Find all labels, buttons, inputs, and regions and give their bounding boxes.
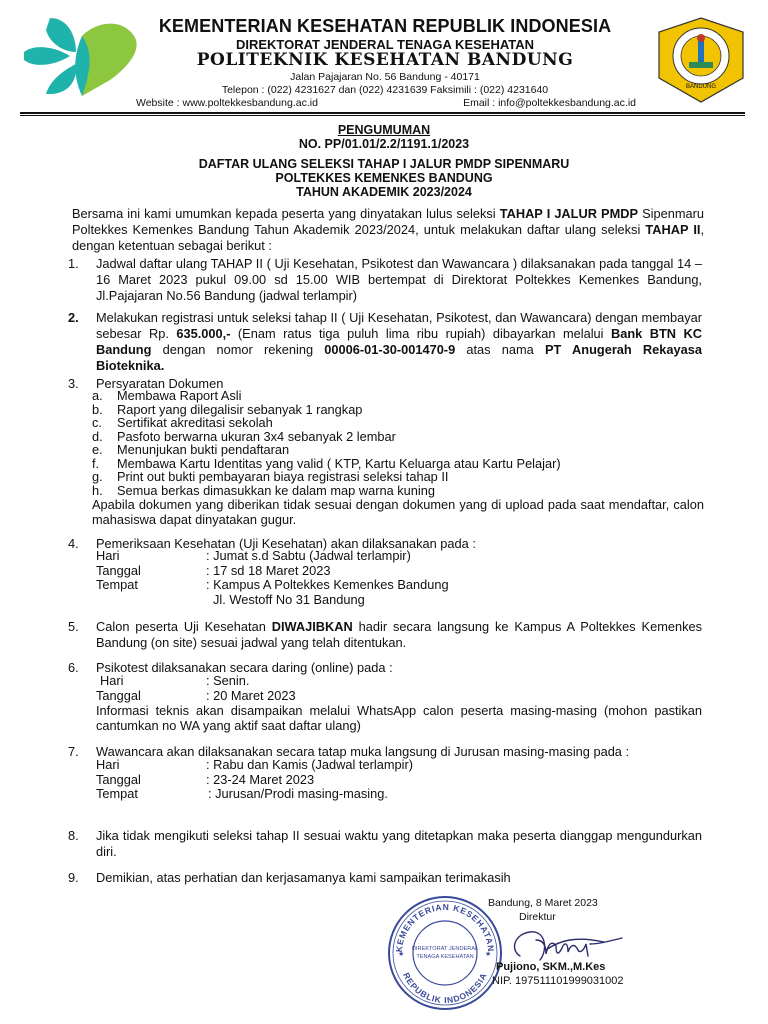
item-number: 6. — [68, 660, 79, 675]
document-list-text: Raport yang dilegalisir sebanyak 1 rangkap — [117, 401, 363, 417]
item-number: 8. — [68, 828, 79, 843]
document-list-text: Membawa Kartu Identitas yang valid ( KTP, Kartu Keluarga atau Kartu Pelajar) — [117, 455, 561, 471]
email-link[interactable]: Email : info@poltekkesbandung.ac.id — [463, 97, 636, 109]
item-9-text: Demikian, atas perhatian dan kerjasamanya kami sampaikan terimakasih — [96, 870, 511, 885]
announcement-title-3: TAHUN AKADEMIK 2023/2024 — [296, 185, 472, 199]
institution-name: POLITEKNIK KESEHATAN BANDUNG — [196, 50, 574, 70]
announcement-title-2: POLTEKKES KEMENKES BANDUNG — [275, 171, 493, 185]
item-number: 2. — [68, 310, 79, 325]
address: Jalan Pajajaran No. 56 Bandung - 40171 — [290, 71, 480, 83]
document-list-text: Membawa Raport Asli — [117, 388, 242, 403]
item-4-text: Pemeriksaan Kesehatan (Uji Kesehatan) akan dilaksanakan pada : — [96, 536, 476, 551]
star-icon: ★ — [398, 951, 405, 958]
item-3-note: Apabila dokumen yang diberikan tidak sesuai dengan dokumen yang di upload pada saat mendaftar, calon mahasiswa dapat dinyatakan gugur. — [92, 497, 704, 527]
document-list-item — [92, 484, 561, 498]
item-7-text: Wawancara akan dilaksanakan secara tatap muka langsung di Jurusan masing-masing pada : — [96, 744, 630, 759]
document-list-letter: a. — [92, 388, 103, 403]
document-list-letter: b. — [92, 401, 103, 417]
poltekkes-logo — [655, 16, 747, 104]
document-list — [92, 389, 561, 497]
signature-date: Bandung, 8 Maret 2023 — [488, 897, 598, 909]
website-link[interactable]: Website : www.poltekkesbandung.ac.id — [136, 97, 318, 109]
stamp-top-text: KEMENTERIAN KESEHATAN — [393, 901, 497, 953]
ministry-name: KEMENTERIAN KESEHATAN REPUBLIK INDONESIA — [158, 16, 612, 36]
item-6-note: Informasi teknis akan disampaikan melalui WhatsApp calon peserta masing-masing (mohon pastikan cantumkan no WA yang aktif saat daftar ulang) — [96, 703, 702, 733]
item-number: 9. — [68, 870, 79, 885]
item-1-text: Jadwal daftar ulang TAHAP II ( Uji Kesehatan, Psikotest dan Wawancara ) dilaksanakan pada tanggal 14 – 16 Maret 2023 pukul 09.00 sd 15.00 WIB bertempat di Direktorat Poltekkes Kemenkes Bandung, Jl.Pajajaran No.56 Bandung (jadwal terlampir) — [96, 256, 702, 303]
signature-title: Direktur — [519, 911, 556, 923]
phone: Telepon : (022) 4231627 dan (022) 4231639 Faksimili : (022) 4231640 — [221, 84, 549, 96]
document-list-letter: g. — [92, 469, 103, 484]
intro-paragraph: Bersama ini kami umumkan kepada peserta yang dinyatakan lulus seleksi TAHAP I JALUR PMDP Sipenmaru Poltekkes Kemenkes Bandung Tahun Akademik 2023/2024, untuk melakukan daftar ulang seleksi TAHAP II, dengan ketentuan sebagai berikut : — [72, 206, 705, 253]
signatory-name: Pujiono, SKM.,M.Kes — [496, 961, 606, 973]
document-list-text: Pasfoto berwarna ukuran 3x4 sebanyak 2 lembar — [117, 428, 396, 444]
star-icon: ★ — [485, 951, 492, 958]
contact-line — [136, 97, 636, 109]
document-list-item — [92, 457, 561, 471]
announcement-label: PENGUMUMAN — [337, 123, 431, 137]
announcement-title-1: DAFTAR ULANG SELEKSI TAHAP I JALUR PMDP SIPENMARU — [198, 157, 570, 171]
stamp-bottom-text: REPUBLIK INDONESIA — [401, 970, 489, 1006]
stamp-center-line-2: TENAGA KESEHATAN — [416, 954, 474, 960]
item-number: 3. — [68, 376, 79, 391]
official-stamp — [386, 894, 504, 1012]
item-3-title: Persyaratan Dokumen — [96, 376, 224, 391]
item-7-details: Hari : Rabu dan Kamis (Jadwal terlampir) Tanggal : 23-24 Maret 2023 Tempat : Jurusan/Prodi masing-masing. — [96, 757, 413, 801]
document-list-item — [92, 403, 561, 417]
document-list-item — [92, 430, 561, 444]
document-list-item — [92, 470, 561, 484]
item-8-text: Jika tidak mengikuti seleksi tahap II sesuai waktu yang ditetapkan maka peserta dianggap mengundurkan diri. — [96, 828, 702, 859]
document-list-text: Menunjukan bukti pendaftaran — [117, 442, 290, 457]
document-list-letter: c. — [92, 415, 102, 430]
item-number: 7. — [68, 744, 79, 759]
item-6-text: Psikotest dilaksanakan secara daring (online) pada : — [96, 660, 393, 675]
item-5-text: Calon peserta Uji Kesehatan DIWAJIBKAN hadir secara langsung ke Kampus A Poltekkes Kemenkes Bandung (on site) sesuai jadwal yang telah ditentukan. — [96, 619, 702, 650]
stamp-center-line-1: DIREKTORAT JENDERAL — [411, 946, 479, 952]
document-list-letter: f. — [92, 455, 100, 471]
document-list-text: Sertifikat akreditasi sekolah — [117, 415, 273, 430]
item-6-details: Hari : Senin. Tanggal : 20 Maret 2023 — [96, 673, 296, 703]
item-number: 4. — [68, 536, 79, 551]
document-list-item — [92, 416, 561, 430]
document-list-letter: h. — [92, 482, 103, 498]
document-list-text: Semua berkas dimasukkan ke dalam map warna kuning — [117, 482, 435, 498]
document-list-item — [92, 443, 561, 457]
document-list-letter: e. — [92, 442, 103, 457]
header-rule-thin — [20, 115, 745, 116]
item-number: 1. — [68, 256, 79, 271]
directorate-name: DIREKTORAT JENDERAL TENAGA KESEHATAN — [235, 37, 535, 52]
item-number: 5. — [68, 619, 79, 634]
signatory-nip: NIP. 197511101999031002 — [492, 975, 624, 987]
item-4-details: Hari : Jumat s.d Sabtu (Jadwal terlampir) Tanggal : 17 sd 18 Maret 2023 Tempat : Kampus A Poltekkes Kemenkes Bandung Jl. Westoff No 31 Bandung — [96, 548, 449, 607]
document-list-letter: d. — [92, 428, 103, 444]
logo-bottom-text: BANDUNG — [685, 84, 717, 90]
document-list-item — [92, 389, 561, 403]
item-2-text: Melakukan registrasi untuk seleksi tahap II ( Uji Kesehatan, Psikotest, dan Wawancara) dengan membayar sebesar Rp. 635.000,- (Enam ratus tiga puluh lima ribu rupiah) dibayarkan melalui Bank BTN KC Bandung dengan nomor rekening 00006-01-30-001470-9 atas nama PT Anugerah Rekayasa Bioteknika. — [96, 310, 702, 373]
ministry-logo — [20, 14, 140, 98]
announcement-number: NO. PP/01.01/2.2/1191.1/2023 — [298, 137, 470, 151]
header-rule — [20, 112, 745, 114]
document-list-text: Print out bukti pembayaran biaya registrasi seleksi tahap II — [117, 469, 449, 484]
